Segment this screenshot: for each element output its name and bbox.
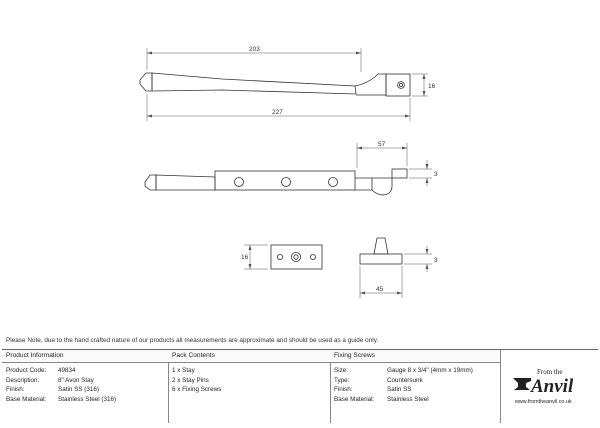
- row-value: Stainless Steel (316): [58, 395, 117, 403]
- product-information-title: Product Information: [2, 350, 168, 363]
- pack-contents-title: Pack Contents: [168, 350, 330, 363]
- row-label: Base Material:: [334, 395, 375, 403]
- row-label: Finish:: [6, 386, 25, 394]
- base-material-row: [330, 395, 500, 405]
- dimension-203-label: 203: [249, 46, 260, 53]
- base-material-row: [2, 395, 168, 405]
- fixing-screws-title: Fixing Screws: [330, 350, 500, 363]
- dimension-3-pin-label: 3: [434, 257, 438, 264]
- size-row: [330, 366, 500, 376]
- dimension-45-label: 45: [376, 286, 384, 293]
- anvil-icon: [513, 378, 531, 390]
- dimension-16-keep-label: 16: [241, 254, 249, 261]
- logo-brand: Anvil: [531, 376, 574, 397]
- product-information-column: [2, 350, 169, 423]
- dimension-57-label: 57: [378, 141, 386, 148]
- row-value: 49834: [58, 367, 76, 374]
- row-label: Base Material:: [6, 395, 47, 403]
- dimension-3-label: 3: [434, 171, 438, 178]
- list-item: 2 x Stay Pins: [172, 376, 209, 384]
- stay-side-view: [145, 169, 407, 195]
- fixing-screws-column: [330, 350, 501, 423]
- row-value: Countersunk: [387, 376, 423, 384]
- stay-top-view: [140, 73, 410, 96]
- keep-plate: [271, 245, 322, 269]
- row-value: 8" Avon Stay: [58, 376, 94, 384]
- from-the-anvil-logo: [501, 350, 598, 423]
- finish-row: [2, 385, 168, 395]
- type-row: [330, 376, 500, 386]
- row-label: Product Code:: [6, 367, 47, 374]
- info-table: [2, 349, 598, 423]
- pack-contents-column: [168, 350, 331, 423]
- product-code-row: [2, 366, 168, 376]
- measurement-note: Please Note, due to the hand crafted nature of our products all measurements are approximate and should be used as a guide only.: [6, 337, 379, 344]
- row-value: Gauge 8 x 3/4" (4mm x 19mm): [387, 367, 473, 374]
- list-item: 6 x Fixing Screws: [172, 386, 222, 394]
- logo-url: www.fromtheanvil.co.uk: [515, 399, 572, 405]
- row-value: Stainless Steel: [387, 395, 429, 403]
- row-value: Satin SS (316): [58, 386, 99, 394]
- description-row: [2, 376, 168, 386]
- finish-row: [330, 385, 500, 395]
- dimension-227-label: 227: [272, 109, 283, 116]
- dimension-16-label: 16: [428, 83, 436, 90]
- stay-pin-side-view: [360, 238, 402, 264]
- row-label: Finish:: [334, 386, 353, 394]
- row-label: Type:: [334, 376, 350, 384]
- row-value: Satin SS: [387, 386, 412, 394]
- list-item: 1 x Stay: [172, 367, 195, 374]
- row-label: Size:: [334, 367, 348, 374]
- logo-from-the: From the: [537, 368, 563, 376]
- row-label: Description:: [6, 376, 40, 384]
